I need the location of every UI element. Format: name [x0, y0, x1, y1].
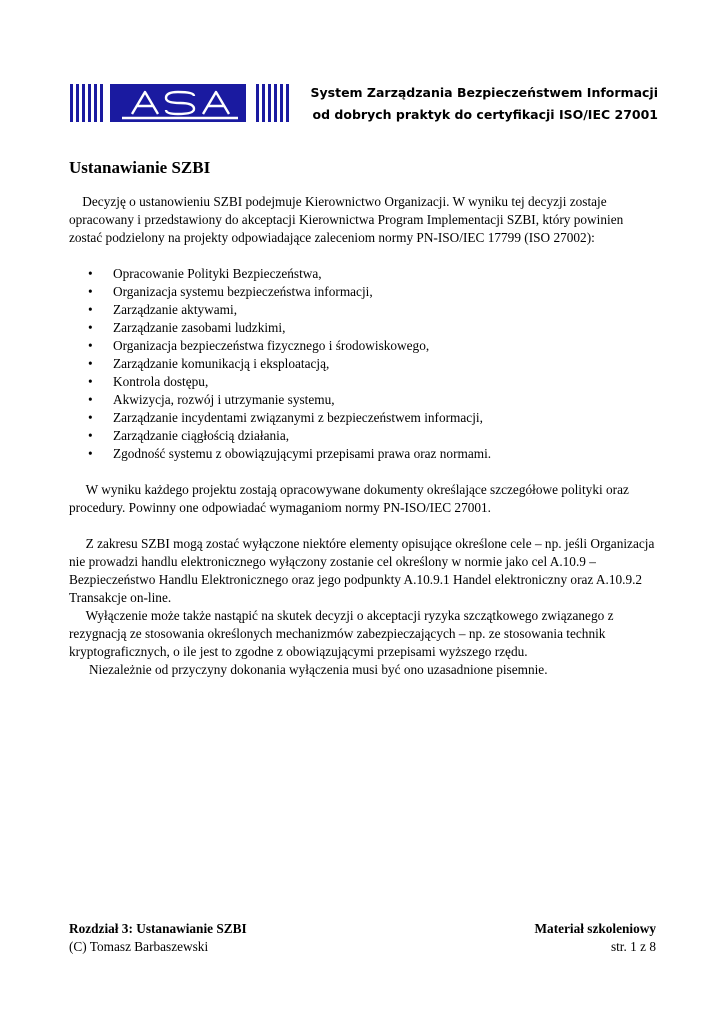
page-footer: [69, 920, 656, 956]
paragraph-5: Niezależnie od przyczyny dokonania wyłączenia musi być ono uzasadnione pisemnie.: [88, 662, 548, 677]
footer-material: Materiał szkoleniowy: [534, 921, 656, 936]
header-line-1: System Zarządzania Bezpieczeństwem Informacji: [310, 85, 658, 100]
list-item: • Opracowanie Polityki Bezpieczeństwa,: [88, 266, 322, 281]
list-item: • Akwizycja, rozwój i utrzymanie systemu,: [88, 392, 335, 407]
bullet-icon: •: [88, 374, 93, 389]
footer-page-number: str. 1 z 8: [610, 939, 656, 954]
bullet-icon: •: [88, 302, 93, 317]
bullet-icon: •: [88, 446, 93, 461]
list-item: • Zarządzanie komunikacją i eksploatacją,: [88, 356, 330, 371]
document-header: [306, 82, 658, 126]
bullet-icon: •: [88, 338, 93, 353]
list-item: • Organizacja systemu bezpieczeństwa informacji,: [88, 284, 373, 299]
list-item: • Zarządzanie zasobami ludzkimi,: [88, 320, 286, 335]
section-title: Ustanawianie SZBI: [69, 158, 211, 177]
document-body: [69, 193, 659, 679]
paragraph-2: W wyniku każdego projektu zostają opracowywane dokumenty określające szczegółowe polityki oraz procedury. Powinny one odpowiadać wymaganiom normy PN-ISO/IEC 27001.: [69, 482, 629, 515]
bullet-icon: •: [88, 356, 93, 371]
paragraph-3: Z zakresu SZBI mogą zostać wyłączone niektóre elementy opisujące określone cele – np. jeśli Organizacja nie prowadzi handlu elektronicznego wyłączony zostanie cel określony w normie jako cel A.10.9 – Bezpieczeństwo Handlu Elektronicznego oraz jego podpunkty A.10.9.1 Handel elektroniczny oraz A.10.9.2 Transakcje on-line.: [69, 536, 655, 605]
bullet-icon: •: [88, 392, 93, 407]
intro-text: Decyzję o ustanowieniu SZBI podejmuje Kierownictwo Organizacji. W wyniku tej decyzji zostaje opracowany i przedstawiony do akceptacji Kierownictwa Program Implementacji SZBI, który powinien zostać podzielony na projekty odpowiadające zaleceniom normy PN-ISO/IEC 17799 (ISO 27002):: [69, 194, 624, 245]
list-item: • Zarządzanie aktywami,: [88, 302, 238, 317]
footer-author: (C) Tomasz Barbaszewski: [69, 939, 209, 954]
list-item: • Zarządzanie ciągłością działania,: [88, 428, 290, 443]
list-item: • Organizacja bezpieczeństwa fizycznego i środowiskowego,: [88, 338, 430, 353]
asa-logo: [70, 84, 292, 122]
list-item: • Zgodność systemu z obowiązującymi przepisami prawa oraz normami.: [88, 446, 492, 461]
list-item: • Kontrola dostępu,: [88, 374, 209, 389]
list-item: • Zarządzanie incydentami związanymi z bezpieczeństwem informacji,: [88, 410, 483, 425]
projects-list: [69, 265, 659, 463]
paragraph-4: Wyłączenie może także nastąpić na skutek decyzji o akceptacji ryzyka szczątkowego związanego z rezygnacją ze stosowania określonych mechanizmów zabezpieczających – np. ze stosowania technik kryptograficznych, o ile jest to zgodne z obowiązującymi przepisami wyższego rzędu.: [69, 608, 614, 659]
bullet-icon: •: [88, 266, 93, 281]
intro-paragraph: [69, 193, 659, 247]
footer-chapter: Rozdział 3: Ustanawianie SZBI: [69, 921, 247, 936]
bullet-icon: •: [88, 284, 93, 299]
bullet-icon: •: [88, 320, 93, 335]
bullet-icon: •: [88, 410, 93, 425]
bullet-icon: •: [88, 428, 93, 443]
header-line-2: od dobrych praktyk do certyfikacji ISO/IEC 27001: [312, 107, 658, 122]
